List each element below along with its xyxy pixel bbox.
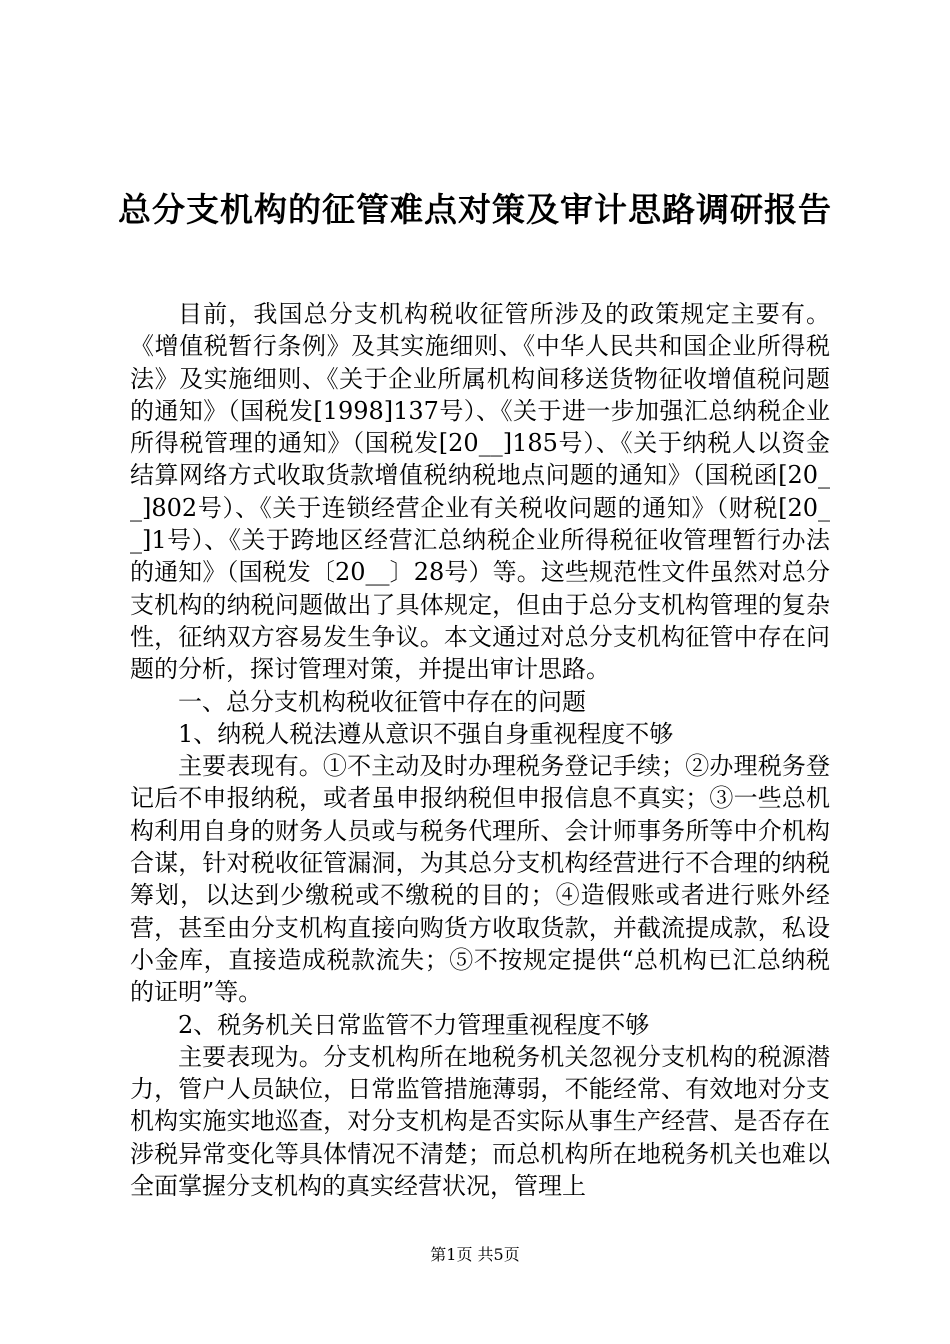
document-title: 总分支机构的征管难点对策及审计思路调研报告 xyxy=(118,190,832,229)
page-footer: 第1页 共5页 xyxy=(430,1245,520,1264)
subsection-heading-1: 1、纳税人税法遵从意识不强自身重视程度不够 xyxy=(178,719,674,748)
document-body xyxy=(130,298,830,1202)
subsection-heading-2: 2、税务机关日常监管不力管理重视程度不够 xyxy=(178,1010,650,1039)
body-paragraph-1: 主要表现有。①不主动及时办理税务登记手续；②办理税务登记后不申报纳税，或者虽申报纳税但申报信息不真实；③一些总机构利用自身的财务人员或与税务代理所、会计师事务所等中介机构合谋，针对税收征管漏洞，为其总分支机构经营进行不合理的纳税筹划，以达到少缴税或不缴税的目的；④造假账或者进行账外经营，甚至由分支机构直接向购货方收取货款，并截流提成款，私设小金库，直接造成税款流失；⑤不按规定提供“总机构已汇总纳税的证明”等。 xyxy=(130,752,830,1007)
section-heading-1: 一、总分支机构税收征管中存在的问题 xyxy=(178,687,586,716)
body-paragraph-2: 主要表现为。分支机构所在地税务机关忽视分支机构的税源潜力，管户人员缺位，日常监管措施薄弱，不能经常、有效地对分支机构实施实地巡查，对分支机构是否实际从事生产经营、是否存在涉税异常变化等具体情况不清楚；而总机构所在地税务机关也难以全面掌握分支机构的真实经营状况，管理上 xyxy=(130,1042,830,1201)
intro-paragraph: 目前，我国总分支机构税收征管所涉及的政策规定主要有。《增值税暂行条例》及其实施细则、《中华人民共和国企业所得税法》及实施细则、《关于企业所属机构间移送货物征收增值税问题的通知》（国税发[1998]137号）、《关于进一步加强汇总纳税企业所得税管理的通知》（国税发[20__]185号）、《关于纳税人以资金结算网络方式收取货款增值税纳税地点问题的通知》（国税函[20__]802号）、《关于连锁经营企业有关税收问题的通知》（财税[20__]1号）、《关于跨地区经营汇总纳税企业所得税征收管理暂行办法的通知》（国税发〔20__〕28号）等。这些规范性文件虽然对总分支机构的纳税问题做出了具体规定，但由于总分支机构管理的复杂性，征纳双方容易发生争议。本文通过对总分支机构征管中存在问题的分析，探讨管理对策，并提出审计思路。 xyxy=(130,300,830,684)
